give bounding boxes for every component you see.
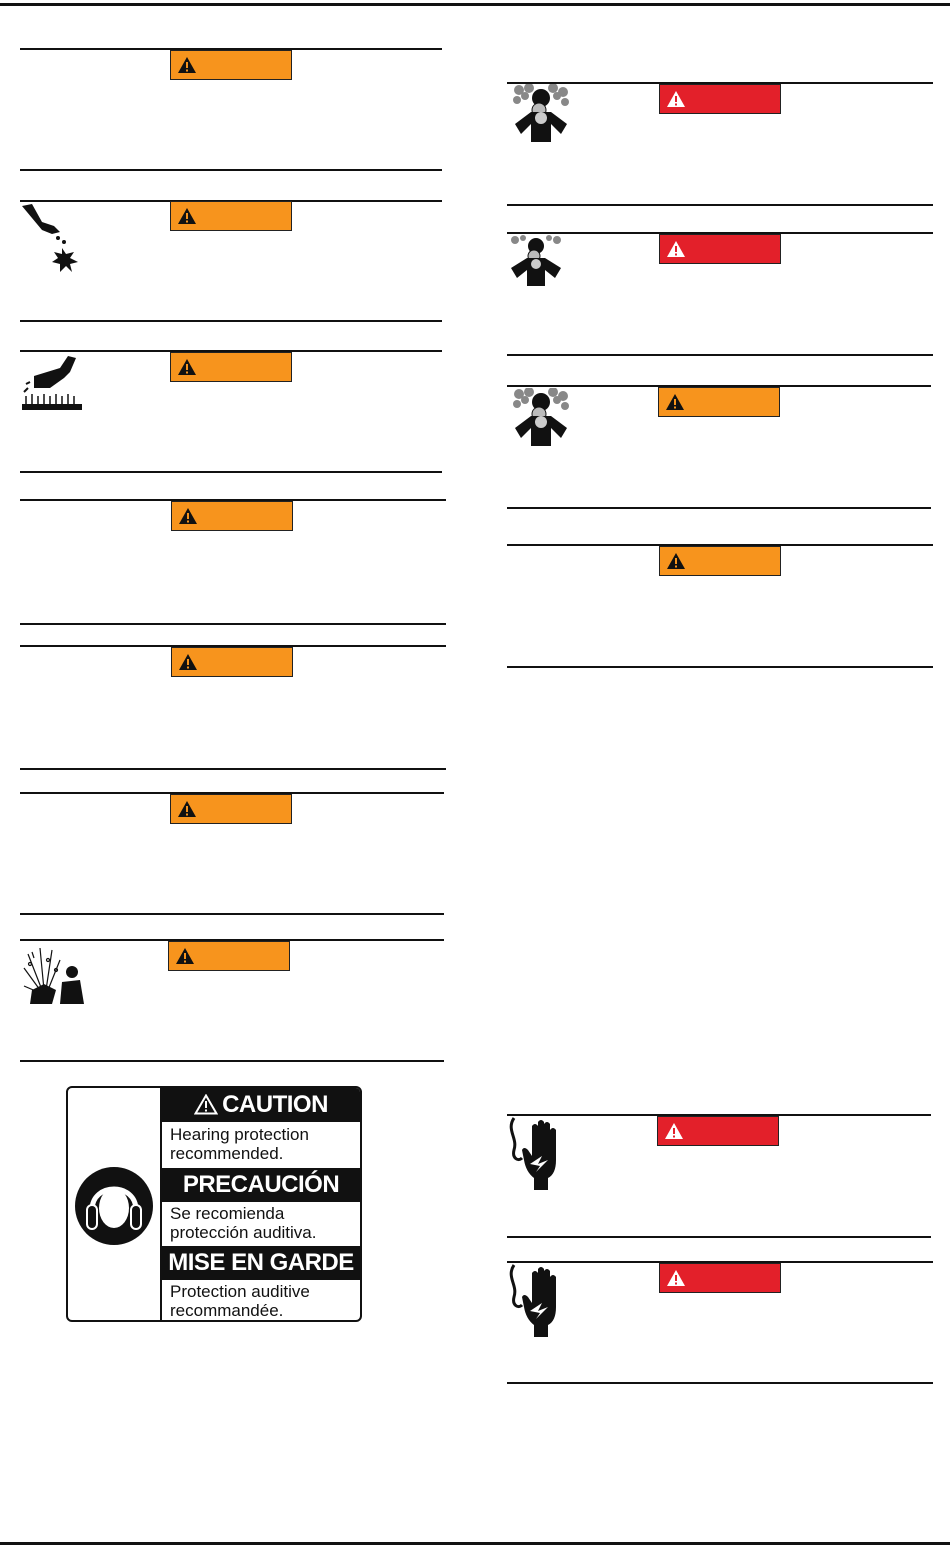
precaucion-header-text: PRECAUCIÓN xyxy=(182,1171,340,1198)
mise-en-garde-header xyxy=(162,1246,360,1280)
block-bottom-rule xyxy=(507,354,933,356)
precaucion-header xyxy=(162,1168,360,1202)
toxic-fumes-person-icon xyxy=(509,84,573,147)
warning-badge xyxy=(171,647,293,677)
warning-triangle-icon xyxy=(177,207,197,225)
electric-shock-hand-icon xyxy=(508,1263,568,1344)
warning-triangle-icon xyxy=(665,393,685,411)
warning-badge xyxy=(171,501,293,531)
mise-en-garde-header-text: MISE EN GARDE xyxy=(168,1249,354,1276)
block-bottom-rule xyxy=(20,169,442,171)
caution-header-text: CAUTION xyxy=(222,1091,328,1118)
danger-triangle-icon xyxy=(666,90,686,108)
caution-header xyxy=(162,1088,360,1122)
electric-shock-hand-icon xyxy=(508,1116,568,1197)
warning-triangle-icon xyxy=(177,56,197,74)
caution-text: Hearing protection recommended. xyxy=(170,1125,309,1163)
warning-triangle-icon xyxy=(175,947,195,965)
danger-badge xyxy=(659,1263,781,1293)
block-bottom-rule xyxy=(507,666,933,668)
warning-triangle-icon xyxy=(666,552,686,570)
mise-en-garde-text: Protection auditive recommandée. xyxy=(170,1282,310,1320)
warning-badge xyxy=(659,546,781,576)
block-bottom-rule xyxy=(20,320,442,322)
explosion-hazard-icon xyxy=(22,946,88,1011)
precaucion-text: Se recomienda protección auditiva. xyxy=(170,1204,317,1242)
toxic-fumes-person-icon xyxy=(509,388,573,451)
warning-triangle-icon xyxy=(177,358,197,376)
warning-triangle-icon xyxy=(178,507,198,525)
block-bottom-rule xyxy=(20,623,446,625)
warning-triangle-icon xyxy=(177,800,197,818)
danger-triangle-icon xyxy=(666,1269,686,1287)
warning-badge xyxy=(658,387,780,417)
hot-surface-hand-icon xyxy=(20,354,88,421)
warning-badge xyxy=(170,50,292,80)
warning-badge xyxy=(170,201,292,231)
caution-triangle-icon xyxy=(194,1094,218,1115)
block-bottom-rule xyxy=(507,1382,933,1384)
ear-protection-icon xyxy=(74,1164,154,1248)
block-bottom-rule xyxy=(20,768,446,770)
block-bottom-rule xyxy=(20,1060,444,1062)
block-bottom-rule xyxy=(20,913,444,915)
danger-badge xyxy=(659,234,781,264)
block-bottom-rule xyxy=(20,471,442,473)
hearing-protection-label xyxy=(66,1086,362,1322)
warning-triangle-icon xyxy=(178,653,198,671)
block-bottom-rule xyxy=(507,507,931,509)
warning-badge xyxy=(170,794,292,824)
danger-triangle-icon xyxy=(664,1122,684,1140)
danger-badge xyxy=(659,84,781,114)
moving-parts-hand-icon xyxy=(20,202,84,283)
danger-badge xyxy=(657,1116,779,1146)
warning-badge xyxy=(168,941,290,971)
warning-badge xyxy=(170,352,292,382)
page-top-rule xyxy=(0,3,950,6)
label-pictogram-panel xyxy=(68,1088,162,1320)
block-bottom-rule xyxy=(507,1236,931,1238)
label-text-panel xyxy=(162,1088,360,1320)
block-bottom-rule xyxy=(507,204,933,206)
page-bottom-rule xyxy=(0,1542,950,1545)
danger-triangle-icon xyxy=(666,240,686,258)
toxic-fumes-person-icon xyxy=(507,234,565,291)
